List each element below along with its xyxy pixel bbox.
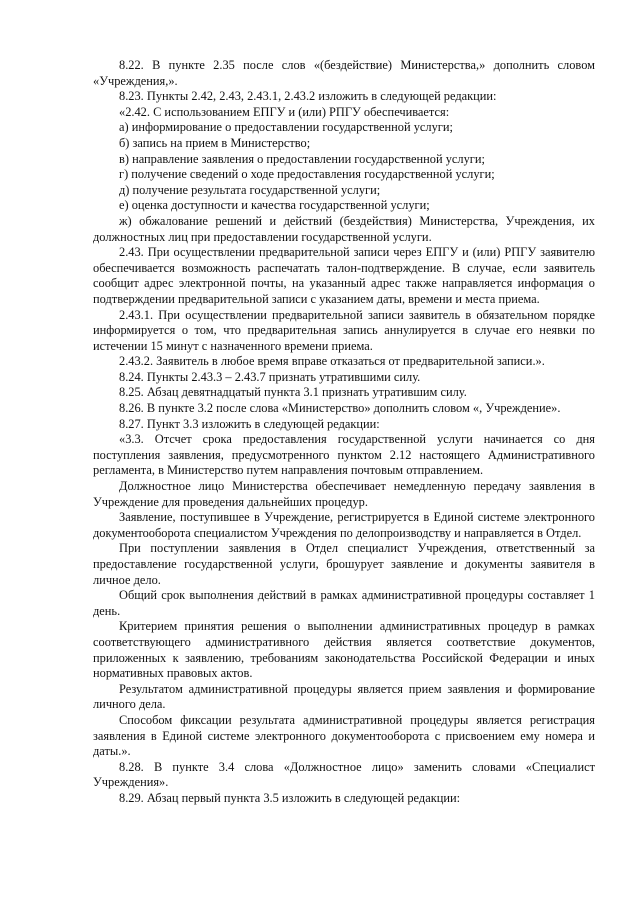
list-item-zh: ж) обжалование решений и действий (бездействия) Министерства, Учреждения, их должностных лиц при предоставлении государственной услуги. xyxy=(93,213,595,244)
list-item-b: б) запись на прием в Министерство; xyxy=(119,135,311,150)
paragraph-8-28: 8.28. В пункте 3.4 слова «Должностное лицо» заменить словами «Специалист Учреждения». xyxy=(93,759,595,790)
paragraph-2-42: «2.42. С использованием ЕПГУ и (или) РПГУ обеспечивается: xyxy=(119,104,450,119)
list-item-v: в) направление заявления о предоставлении государственной услуги; xyxy=(119,151,485,166)
paragraph-3-3-criterion: Критерием принятия решения о выполнении административных процедур в рамках соответствующего административного действия является соответствие документов, приложенных к заявлению, требованиям законодательства Российской Федерации и иных нормативных правовых актов. xyxy=(93,619,595,681)
paragraph-8-23: 8.23. Пункты 2.42, 2.43, 2.43.1, 2.43.2 изложить в следующей редакции: xyxy=(119,89,497,104)
paragraph-2-43-1: 2.43.1. При осуществлении предварительной записи заявитель в обязательном порядке информируется о том, что предварительная запись аннулируется в случае его неявки по истечении 15 минут с назначенного времени приема. xyxy=(93,307,595,353)
paragraph-3-3-term: Общий срок выполнения действий в рамках административной процедуры составляет 1 день. xyxy=(93,588,595,618)
paragraph-2-43-2: 2.43.2. Заявитель в любое время вправе отказаться от предварительной записи.». xyxy=(119,354,545,369)
list-item-d: д) получение результата государственной услуги; xyxy=(119,182,381,197)
paragraph-3-3-registration: Заявление, поступившее в Учреждение, регистрируется в Единой системе электронного документооборота специалистом Учреждения по делопроизводству и направляется в Отдел. xyxy=(93,510,595,540)
list-item-g: г) получение сведений о ходе предоставления государственной услуги; xyxy=(119,167,495,182)
document-page xyxy=(93,58,595,807)
paragraph-3-3-result: Результатом административной процедуры является прием заявления и формирование личного дела. xyxy=(93,681,595,712)
list-item-e: е) оценка доступности и качества государственной услуги; xyxy=(119,198,430,213)
paragraph-3-3-transfer: Должностное лицо Министерства обеспечивает немедленную передачу заявления в Учреждение для проведения дальнейших процедур. xyxy=(93,479,595,509)
paragraph-8-27: 8.27. Пункт 3.3 изложить в следующей редакции: xyxy=(119,416,380,431)
paragraph-8-25: 8.25. Абзац девятнадцатый пункта 3.1 признать утратившим силу. xyxy=(119,385,467,400)
paragraph-8-22: 8.22. В пункте 2.35 после слов «(бездействие) Министерства,» дополнить словом «Учреждения,». xyxy=(93,58,595,88)
paragraph-3-3: «3.3. Отсчет срока предоставления государственной услуги начинается со дня поступления заявления, предусмотренного пунктом 2.12 настоящего Административного регламента, в Министерство путем направления почтовым отправлением. xyxy=(93,432,595,478)
paragraph-3-3-fixation: Способом фиксации результата административной процедуры является регистрация заявления в Единой системе электронного документооборота с присвоением ему номера и даты.». xyxy=(93,712,595,759)
paragraph-8-29: 8.29. Абзац первый пункта 3.5 изложить в следующей редакции: xyxy=(119,790,461,805)
paragraph-3-3-department: При поступлении заявления в Отдел специалист Учреждения, ответственный за предоставление государственной услуги, брошурует заявление и документы заявителя в личное дело. xyxy=(93,541,595,587)
paragraph-8-24: 8.24. Пункты 2.43.3 – 2.43.7 признать утратившими силу. xyxy=(119,369,421,384)
paragraph-2-43: 2.43. При осуществлении предварительной записи через ЕПГУ и (или) РПГУ заявителю обеспечивается возможность распечатать талон-подтверждение. В случае, если заявитель сообщит адрес электронной почты, на указанный адрес также направляется информация о подтверждении предварительной записи с указанием даты, времени и места приема. xyxy=(93,245,595,306)
list-item-a: а) информирование о предоставлении государственной услуги; xyxy=(119,120,453,135)
paragraph-8-26: 8.26. В пункте 3.2 после слова «Министерство» дополнить словом «, Учреждение». xyxy=(119,401,561,416)
